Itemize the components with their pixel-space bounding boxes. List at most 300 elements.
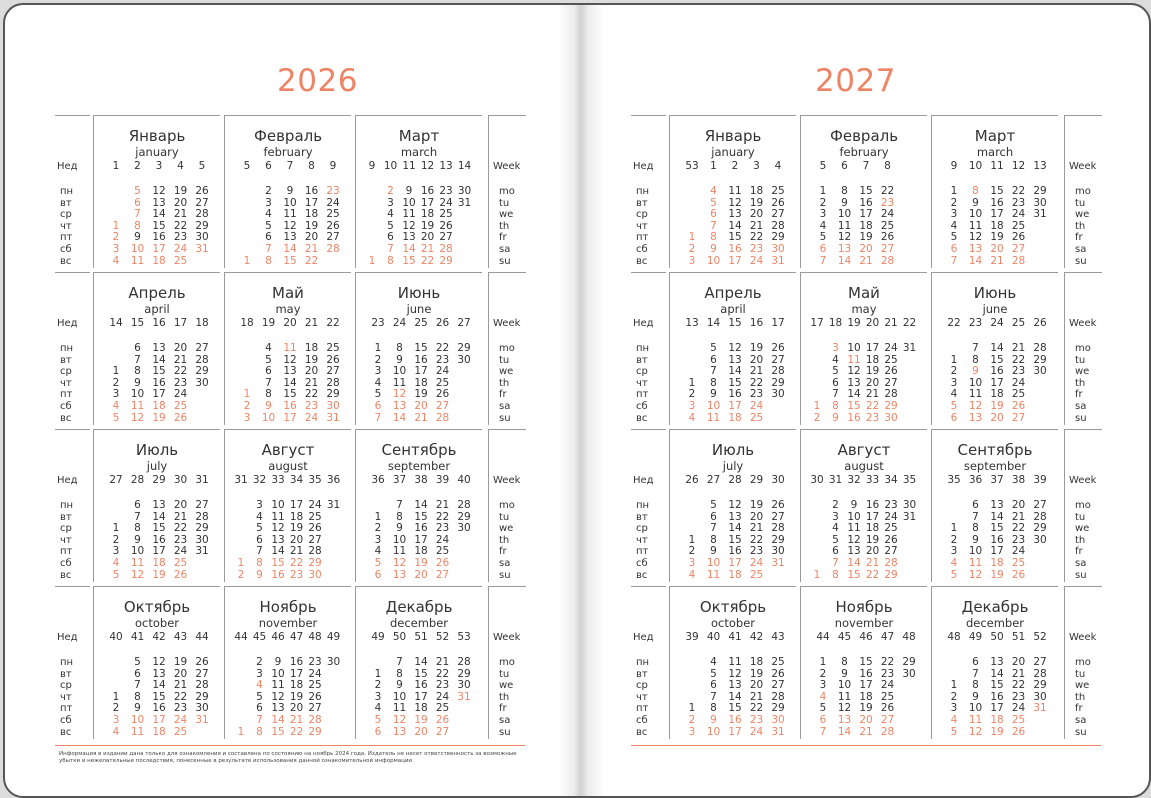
day-cell: 7	[256, 545, 263, 558]
day-cell: 14	[837, 725, 852, 738]
day-cell: 5	[112, 411, 120, 424]
day-cell: 29	[884, 400, 898, 412]
weekday-label-en: sa	[1075, 244, 1087, 255]
day-cell: 2	[112, 702, 120, 715]
day-cell: 13	[152, 342, 166, 354]
day-cell: 14	[728, 219, 742, 232]
day-cell: 22	[289, 557, 304, 569]
week-label-ru: Нед	[633, 161, 654, 172]
day-cell: 19	[173, 656, 188, 668]
day-cell: 10	[392, 690, 407, 703]
day-cell: 1	[688, 702, 696, 715]
day-cell: 24	[1011, 208, 1026, 221]
day-cell: 5	[374, 714, 382, 726]
week-number: 20	[283, 317, 297, 329]
day-cell: 7	[134, 208, 141, 221]
day-cell: 14	[990, 342, 1004, 354]
day-cell: 17	[414, 365, 428, 378]
day-cell: 13	[392, 725, 407, 738]
week-number: 44	[234, 631, 248, 643]
day-cell: 13	[271, 533, 285, 546]
week-number: 28	[728, 474, 742, 486]
day-cell: 18	[152, 400, 166, 412]
day-cell: 23	[1011, 533, 1026, 546]
day-cell: 21	[435, 499, 450, 511]
day-cell: 11	[130, 254, 145, 267]
week-number: 2	[134, 160, 141, 172]
day-cell: 16	[990, 533, 1004, 546]
weekday-label-ru: пн	[636, 343, 650, 354]
month-name-ru: Май	[848, 284, 880, 302]
day-cell: 11	[392, 376, 407, 389]
day-cell: 27	[195, 196, 209, 209]
week-number: 50	[392, 631, 407, 643]
month-name-ru: Сентябрь	[957, 441, 1033, 459]
day-cell: 17	[728, 254, 742, 267]
week-number: 31	[195, 474, 209, 486]
day-cell: 27	[771, 679, 785, 692]
month-name-ru: Март	[974, 127, 1016, 145]
day-cell: 17	[865, 342, 880, 354]
weekday-label-en: su	[499, 255, 511, 267]
year-title: 2027	[815, 63, 896, 99]
day-cell: 29	[308, 557, 322, 569]
day-cell: 17	[283, 411, 297, 424]
day-cell: 17	[990, 702, 1004, 715]
day-cell: 14	[728, 690, 742, 703]
weekday-label-en: fr	[499, 703, 507, 715]
weekday-label-en: fr	[1075, 546, 1083, 558]
weekday-label-en: su	[499, 412, 511, 424]
day-cell: 15	[990, 353, 1004, 366]
day-cell: 23	[435, 353, 450, 366]
month-name-en: may	[851, 302, 877, 316]
day-cell: 13	[728, 208, 742, 221]
day-cell: 20	[304, 365, 319, 378]
month-block	[224, 272, 351, 425]
week-number: 27	[109, 474, 123, 486]
month-block	[931, 429, 1058, 582]
day-cell: 15	[414, 510, 428, 523]
day-cell: 24	[308, 499, 322, 511]
day-cell: 31	[326, 499, 341, 511]
day-cell: 1	[374, 667, 382, 680]
day-cell: 17	[859, 679, 873, 692]
weekday-label-en: su	[499, 569, 511, 581]
week-label-en: Week	[493, 475, 521, 486]
day-cell: 16	[304, 185, 319, 197]
day-cell: 20	[414, 400, 428, 412]
day-cell: 29	[771, 533, 785, 546]
day-cell: 30	[1033, 533, 1047, 546]
quarter-row	[631, 586, 1101, 743]
day-cell: 15	[728, 702, 742, 715]
weekday-label-ru: пн	[636, 657, 650, 668]
day-cell: 23	[1011, 365, 1026, 378]
day-cell: 29	[1033, 679, 1047, 692]
weekday-label-en: sa	[1075, 401, 1087, 412]
day-cell: 7	[972, 510, 979, 523]
weekday-label-en: mo	[499, 186, 515, 197]
quarter-row	[55, 115, 525, 272]
weekday-label-ru: вс	[636, 726, 648, 738]
week-number: 47	[289, 631, 304, 643]
day-cell: 21	[173, 208, 188, 221]
day-cell: 1	[112, 690, 120, 703]
month-block	[931, 115, 1058, 268]
day-cell: 21	[420, 243, 435, 255]
day-cell: 18	[414, 376, 428, 389]
weekday-label-en: su	[1075, 255, 1087, 267]
day-cell: 24	[326, 196, 340, 209]
weekday-label-ru: вс	[636, 412, 648, 424]
day-cell: 4	[832, 353, 839, 366]
day-cell: 25	[884, 522, 898, 535]
day-cell: 3	[112, 388, 120, 401]
day-cell: 8	[256, 557, 263, 569]
weekday-labels-ru	[55, 429, 90, 582]
day-cell: 9	[850, 499, 858, 511]
day-cell: 2	[374, 353, 382, 366]
day-cell: 23	[1011, 196, 1026, 209]
week-number: 17	[771, 317, 785, 329]
day-cell: 13	[152, 196, 166, 209]
day-cell: 14	[728, 522, 742, 535]
month-block	[931, 272, 1058, 425]
day-cell: 2	[688, 545, 696, 558]
week-number: 35	[308, 474, 322, 486]
day-cell: 10	[130, 545, 145, 558]
weekday-label-ru: пт	[636, 546, 649, 558]
day-cell: 18	[414, 545, 428, 558]
weekday-label-ru: пн	[60, 343, 74, 354]
day-cell: 15	[283, 388, 297, 401]
month-name-en: february	[839, 145, 889, 159]
day-cell: 12	[968, 725, 983, 738]
day-cell: 3	[950, 545, 958, 558]
week-number: 5	[819, 160, 827, 172]
day-cell: 11	[837, 219, 852, 232]
day-cell: 27	[1011, 411, 1026, 424]
week-number: 14	[109, 317, 123, 329]
day-cell: 1	[819, 656, 827, 668]
day-cell: 24	[435, 690, 450, 703]
day-cell: 26	[771, 499, 785, 511]
weekday-labels-ru	[631, 115, 666, 268]
day-cell: 4	[950, 388, 958, 401]
day-cell: 14	[414, 656, 428, 668]
week-label-en: Week	[493, 632, 521, 643]
day-cell: 30	[457, 185, 472, 197]
day-cell: 17	[152, 545, 166, 558]
weekday-labels-en	[1064, 115, 1102, 268]
day-cell: 14	[728, 365, 742, 378]
day-cell: 17	[990, 545, 1004, 558]
day-cell: 11	[847, 522, 861, 535]
day-cell: 16	[990, 690, 1004, 703]
day-cell: 12	[152, 185, 166, 197]
week-number: 13	[685, 317, 699, 329]
day-cell: 16	[859, 667, 873, 680]
weekday-label-ru: пн	[60, 500, 74, 511]
day-cell: 26	[771, 196, 785, 209]
day-cell: 15	[414, 342, 428, 354]
day-cell: 1	[243, 254, 251, 267]
day-cell: 5	[387, 219, 394, 232]
day-cell: 4	[112, 557, 120, 569]
day-cell: 31	[1033, 208, 1047, 221]
day-cell: 27	[1033, 499, 1047, 511]
day-cell: 21	[304, 376, 319, 389]
day-cell: 24	[173, 243, 188, 255]
day-cell: 23	[326, 185, 340, 197]
day-cell: 2	[950, 365, 958, 378]
day-cell: 1	[243, 388, 251, 401]
weekday-label-ru: сб	[60, 244, 72, 255]
week-number: 36	[326, 474, 341, 486]
day-cell: 24	[749, 254, 764, 267]
day-cell: 24	[439, 196, 453, 209]
weekday-label-ru: ср	[60, 209, 72, 221]
day-cell: 17	[728, 400, 742, 412]
day-cell: 8	[832, 568, 839, 581]
day-cell: 30	[771, 714, 785, 726]
week-number: 10	[383, 160, 398, 172]
week-number: 15	[728, 317, 742, 329]
day-cell: 24	[1011, 702, 1026, 715]
day-cell: 20	[749, 510, 764, 523]
day-cell: 1	[368, 254, 376, 267]
month-block	[93, 272, 220, 425]
day-cell: 30	[326, 656, 341, 668]
day-cell: 19	[173, 185, 188, 197]
day-cell: 9	[134, 702, 141, 715]
calendar-spread	[3, 3, 1151, 798]
weekday-label-en: we	[1075, 680, 1090, 692]
month-name-en: december	[389, 616, 449, 630]
day-cell: 2	[112, 533, 120, 546]
day-cell: 19	[414, 557, 428, 569]
day-cell: 23	[435, 522, 450, 535]
day-cell: 14	[283, 243, 297, 255]
weekday-label-ru: вс	[636, 255, 648, 267]
day-cell: 25	[435, 376, 450, 389]
day-cell: 12	[728, 342, 742, 354]
week-label-en: Week	[1069, 161, 1097, 172]
day-cell: 28	[884, 557, 898, 569]
week-label-ru: Нед	[57, 161, 78, 172]
day-cell: 13	[152, 667, 166, 680]
weekday-label-ru: сб	[636, 715, 648, 726]
day-cell: 23	[1011, 690, 1026, 703]
day-cell: 12	[271, 690, 285, 703]
day-cell: 24	[173, 388, 188, 401]
week-number: 40	[457, 474, 471, 486]
day-cell: 4	[950, 714, 958, 726]
day-cell: 4	[688, 411, 696, 424]
day-cell: 3	[688, 725, 696, 738]
day-cell: 19	[749, 667, 764, 680]
weekday-label-en: tu	[1075, 197, 1086, 209]
day-cell: 27	[771, 510, 785, 523]
day-cell: 7	[396, 499, 403, 511]
week-number: 50	[990, 631, 1004, 643]
day-cell: 25	[308, 510, 322, 523]
weekday-labels-en	[1064, 429, 1102, 582]
day-cell: 2	[688, 388, 696, 401]
month-name-ru: Январь	[128, 127, 186, 145]
day-cell: 1	[688, 533, 696, 546]
weekday-label-en: fr	[499, 389, 507, 401]
weekday-label-en: tu	[499, 197, 510, 209]
quarter-row	[631, 115, 1101, 272]
day-cell: 7	[972, 342, 979, 354]
day-cell: 20	[749, 679, 764, 692]
day-cell: 4	[256, 679, 263, 692]
day-cell: 21	[289, 545, 304, 558]
day-cell: 10	[130, 714, 145, 726]
day-cell: 30	[884, 411, 898, 424]
day-cell: 10	[130, 388, 145, 401]
day-cell: 12	[283, 353, 297, 366]
day-cell: 24	[173, 545, 188, 558]
day-cell: 23	[749, 388, 764, 401]
day-cell: 14	[271, 714, 285, 726]
day-cell: 7	[265, 243, 272, 255]
week-number: 2	[731, 160, 739, 172]
weekday-label-en: mo	[499, 343, 515, 354]
day-cell: 13	[990, 656, 1004, 668]
day-cell: 19	[859, 702, 873, 715]
month-name-ru: Сентябрь	[381, 441, 457, 459]
day-cell: 25	[1011, 388, 1026, 401]
month-name-ru: Апрель	[704, 284, 762, 302]
week-number: 43	[173, 631, 188, 643]
day-cell: 18	[865, 353, 880, 366]
week-number: 20	[865, 317, 880, 329]
weekday-label-en: mo	[499, 657, 515, 668]
day-cell: 7	[134, 353, 141, 366]
day-cell: 3	[819, 208, 827, 221]
month-block	[355, 272, 482, 425]
day-cell: 22	[304, 388, 319, 401]
day-cell: 6	[256, 533, 263, 546]
weekday-label-ru: сб	[636, 401, 648, 412]
day-cell: 3	[374, 533, 382, 546]
day-cell: 27	[771, 208, 785, 221]
day-cell: 2	[265, 185, 272, 197]
day-cell: 5	[819, 231, 827, 244]
weekday-label-en: we	[1075, 523, 1090, 535]
day-cell: 8	[396, 510, 403, 523]
day-cell: 22	[865, 568, 880, 581]
day-cell: 7	[374, 411, 382, 424]
day-cell: 30	[457, 679, 471, 692]
day-cell: 7	[832, 557, 839, 569]
day-cell: 8	[265, 388, 272, 401]
day-cell: 2	[237, 568, 245, 581]
week-number: 23	[968, 317, 983, 329]
day-cell: 5	[710, 342, 717, 354]
week-label-en: Week	[493, 161, 521, 172]
day-cell: 11	[968, 219, 983, 232]
day-cell: 6	[972, 656, 979, 668]
month-name-en: october	[134, 616, 179, 630]
week-number: 9	[329, 160, 337, 172]
week-number: 40	[706, 631, 721, 643]
week-number: 42	[152, 631, 166, 643]
day-cell: 4	[710, 656, 717, 668]
week-number: 13	[1033, 160, 1047, 172]
day-cell: 17	[289, 667, 304, 680]
week-number: 46	[271, 631, 285, 643]
day-cell: 2	[819, 196, 827, 209]
day-cell: 11	[706, 411, 721, 424]
day-cell: 21	[1011, 510, 1026, 523]
month-name-en: september	[387, 459, 451, 473]
day-cell: 1	[688, 376, 696, 389]
day-cell: 14	[392, 411, 407, 424]
day-cell: 8	[134, 219, 141, 232]
day-cell: 9	[396, 679, 403, 692]
day-cell: 15	[990, 679, 1004, 692]
day-cell: 19	[990, 400, 1004, 412]
weekday-label-en: th	[499, 220, 510, 232]
day-cell: 19	[304, 219, 319, 232]
day-cell: 31	[195, 243, 209, 255]
weekday-label-ru: сб	[636, 558, 648, 569]
weekday-label-ru: чт	[636, 691, 648, 703]
day-cell: 10	[837, 208, 852, 221]
day-cell: 24	[749, 557, 764, 569]
week-number: 27	[706, 474, 721, 486]
day-cell: 25	[1011, 714, 1026, 726]
day-cell: 29	[771, 231, 785, 244]
day-cell: 1	[813, 400, 821, 412]
day-cell: 25	[771, 185, 785, 197]
day-cell: 19	[420, 219, 435, 232]
day-cell: 27	[1011, 243, 1026, 255]
weekday-labels-en	[488, 115, 526, 268]
day-cell: 15	[402, 254, 416, 267]
day-cell: 11	[728, 185, 742, 197]
day-cell: 28	[308, 545, 322, 558]
week-number: 48	[308, 631, 322, 643]
day-cell: 10	[706, 400, 721, 412]
weekday-label-ru: пт	[60, 546, 73, 558]
day-cell: 3	[112, 714, 120, 726]
day-cell: 26	[1011, 400, 1026, 412]
weekday-label-en: tu	[499, 668, 510, 680]
day-cell: 9	[396, 522, 403, 535]
day-cell: 10	[968, 702, 983, 715]
month-block	[355, 115, 482, 268]
week-label-ru: Нед	[57, 632, 78, 643]
day-cell: 25	[884, 353, 898, 366]
week-label-ru: Нед	[57, 475, 78, 486]
month-name-ru: Март	[398, 127, 440, 145]
day-cell: 20	[173, 667, 188, 680]
day-cell: 11	[130, 725, 145, 738]
day-cell: 9	[256, 568, 263, 581]
day-cell: 21	[865, 388, 880, 401]
week-number: 33	[271, 474, 285, 486]
day-cell: 9	[274, 656, 282, 668]
week-number: 4	[774, 160, 782, 172]
day-cell: 17	[990, 208, 1004, 221]
day-cell: 5	[256, 522, 263, 535]
quarter-row	[631, 272, 1101, 429]
